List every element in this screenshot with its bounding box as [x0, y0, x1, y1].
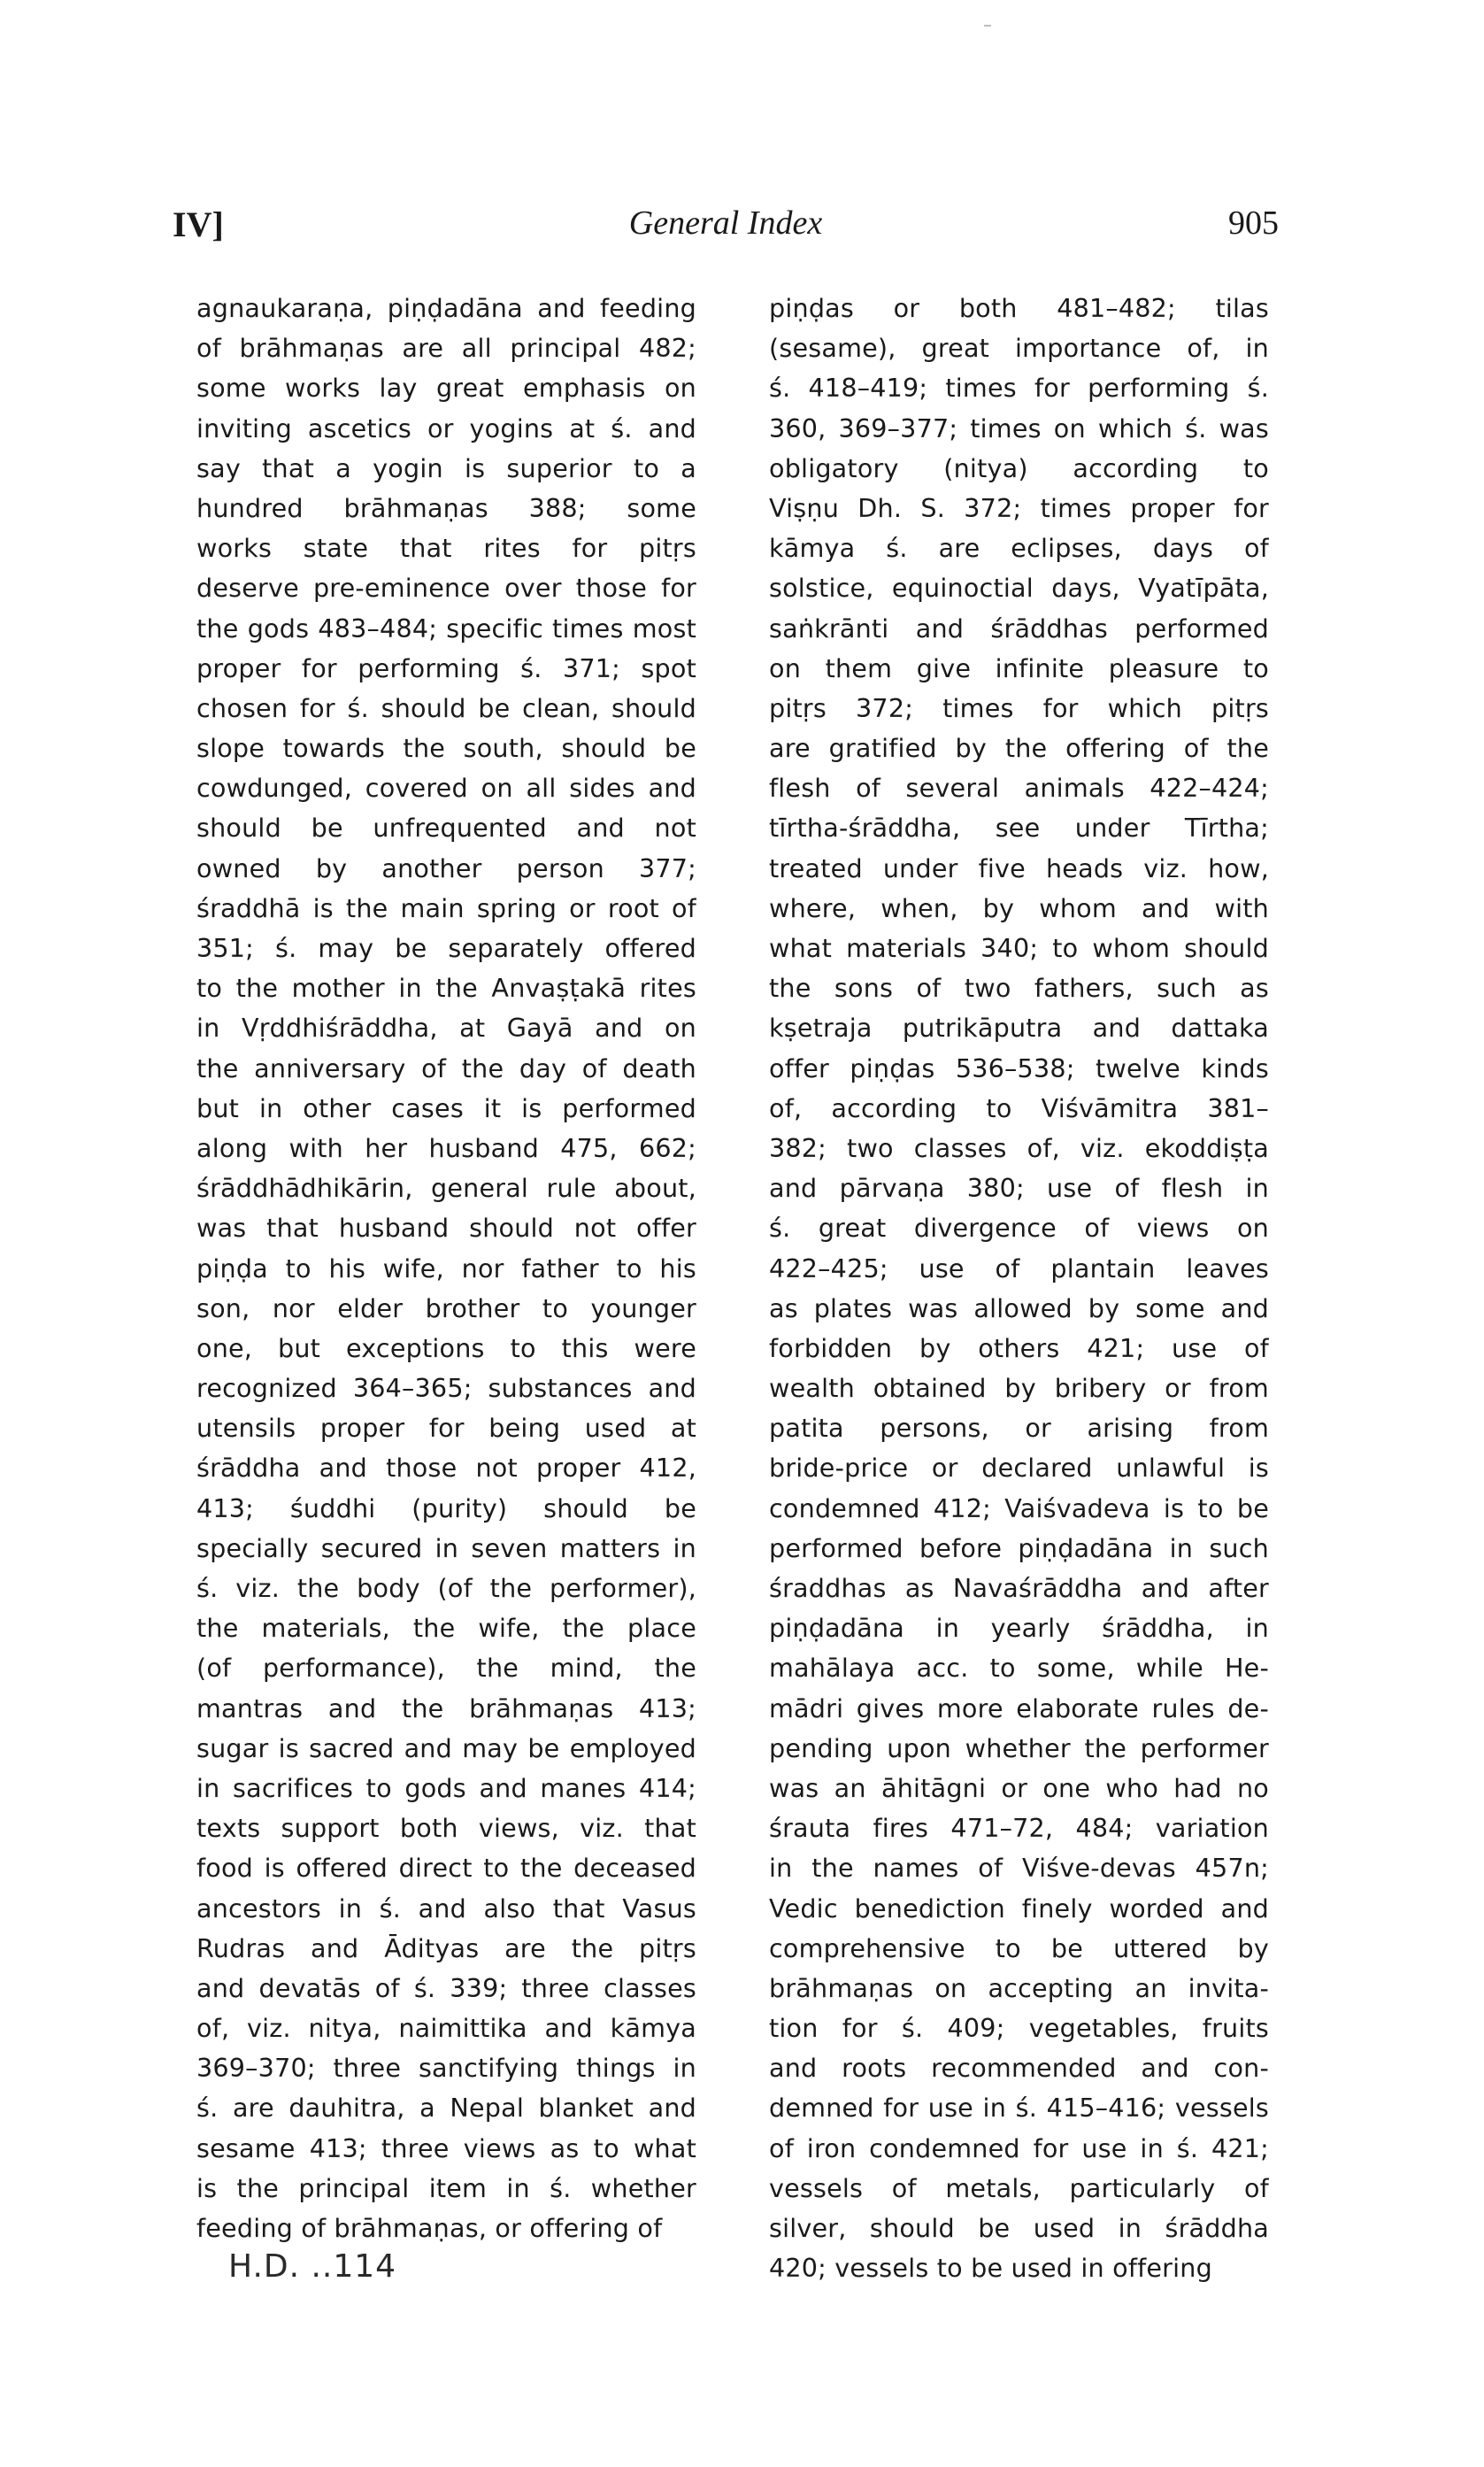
right-column-line: 382; two classes of, viz. ekoddiṣṭa — [769, 1132, 1269, 1163]
left-column-line: proper for performing ś. 371; spot — [196, 652, 696, 683]
left-column-line: agnaukaraṇa, piṇḍadāna and feeding — [196, 293, 696, 323]
right-column-line: comprehensive to be uttered by — [769, 1932, 1269, 1963]
right-column-line: kāmya ś. are eclipses, days of — [769, 533, 1269, 564]
right-column-line: are gratified by the offering of the — [769, 733, 1269, 764]
left-column-line: mantras and the brāhmaṇas 413; — [196, 1692, 696, 1723]
right-column-line: (sesame), great importance of, in — [769, 333, 1269, 364]
right-column-line: what materials 340; to whom should — [769, 933, 1269, 963]
left-column-line: to the mother in the Anvaṣṭakā rites — [196, 973, 696, 1004]
left-column-line: specially secured in seven matters in — [196, 1532, 696, 1563]
signature-mark: H.D. ..114 — [228, 2248, 397, 2285]
right-column-line: pitṛs 372; times for which pitṛs — [769, 692, 1269, 723]
left-column-line: deserve pre-eminence over those for — [196, 573, 696, 604]
scan-speck — [984, 25, 991, 27]
right-column-line: śraddhas as Navaśrāddha and after — [769, 1573, 1269, 1603]
right-column-line: Viṣṇu Dh. S. 372; times proper for — [769, 492, 1269, 523]
right-column-line: tion for ś. 409; vegetables, fruits — [769, 2013, 1269, 2044]
right-column-line: the sons of two fathers, such as — [769, 973, 1269, 1004]
left-column-line: but in other cases it is performed — [196, 1092, 696, 1123]
right-column-line: flesh of several animals 422–424; — [769, 773, 1269, 804]
right-column-line: patita persons, or arising from — [769, 1413, 1269, 1444]
left-column-line: inviting ascetics or yogins at ś. and — [196, 412, 696, 443]
right-column-line: vessels of metals, particularly of — [769, 2172, 1269, 2203]
right-column-line: forbidden by others 421; use of — [769, 1332, 1269, 1363]
section-marker: IV] — [173, 204, 224, 244]
left-column-line: the gods 483–484; specific times most — [196, 613, 696, 644]
right-column-line: brāhmaṇas on accepting an invita- — [769, 1972, 1269, 2003]
right-column-line: and roots recommended and con- — [769, 2053, 1269, 2084]
left-column-line: one, but exceptions to this were — [196, 1332, 696, 1363]
right-column-line: 420; vessels to be used in offering — [769, 2253, 1212, 2284]
right-column-line: obligatory (nitya) according to — [769, 452, 1269, 483]
page-title: General Index — [628, 204, 823, 242]
left-column-line: owned by another person 377; — [196, 852, 696, 883]
right-column-line: wealth obtained by bribery or from — [769, 1373, 1269, 1404]
right-column-line: solstice, equinoctial days, Vyatīpāta, — [769, 573, 1269, 604]
left-column-line: some works lay great emphasis on — [196, 373, 696, 404]
left-column-line: of brāhmaṇas are all principal 482; — [196, 333, 696, 364]
left-column-line: piṇḍa to his wife, nor father to his — [196, 1253, 696, 1284]
right-column-line: treated under five heads viz. how, — [769, 852, 1269, 883]
left-column-line: śrāddhādhikārin, general rule about, — [196, 1173, 696, 1204]
right-column-line: kṣetraja putrikāputra and dattaka — [769, 1013, 1269, 1044]
left-column-line: slope towards the south, should be — [196, 733, 696, 764]
right-column-line: where, when, by whom and with — [769, 892, 1269, 923]
right-column-line: in the names of Viśve-devas 457n; — [769, 1853, 1269, 1884]
left-column-line: was that husband should not offer — [196, 1213, 696, 1244]
left-column-line: ś. are dauhitra, a Nepal blanket and — [196, 2093, 696, 2124]
right-column-line: demned for use in ś. 415–416; vessels — [769, 2093, 1269, 2124]
left-column-line: in Vṛddhiśrāddha, at Gayā and on — [196, 1013, 696, 1044]
right-column-line: pending upon whether the performer — [769, 1732, 1269, 1763]
left-column-line: (of performance), the mind, the — [196, 1653, 696, 1684]
right-column-line: tīrtha-śrāddha, see under Tīrtha; — [769, 813, 1269, 844]
left-column-line: cowdunged, covered on all sides and — [196, 773, 696, 804]
right-column-line: ś. great divergence of views on — [769, 1213, 1269, 1244]
left-column-line: of, viz. nitya, naimittika and kāmya — [196, 2013, 696, 2044]
left-column-line: food is offered direct to the deceased — [196, 1853, 696, 1884]
right-column-line: of, according to Viśvāmitra 381– — [769, 1092, 1269, 1123]
left-column-line: 413; śuddhi (purity) should be — [196, 1492, 696, 1523]
right-column-line: 360, 369–377; times on which ś. was — [769, 412, 1269, 443]
right-column-line: 422–425; use of plantain leaves — [769, 1253, 1269, 1284]
right-column-line: was an āhitāgni or one who had no — [769, 1772, 1269, 1803]
left-column-line: recognized 364–365; substances and — [196, 1373, 696, 1404]
right-column — [769, 289, 1269, 2288]
right-column-line: of iron condemned for use in ś. 421; — [769, 2132, 1269, 2163]
left-column-line: Rudras and Ādityas are the pitṛs — [196, 1932, 696, 1963]
left-column-line: śrāddha and those not proper 412, — [196, 1453, 696, 1484]
right-column-line: ś. 418–419; times for performing ś. — [769, 373, 1269, 404]
left-column-line: ancestors in ś. and also that Vasus — [196, 1893, 696, 1923]
right-column-line: as plates was allowed by some and — [769, 1292, 1269, 1323]
right-column-line: piṇḍadāna in yearly śrāddha, in — [769, 1613, 1269, 1644]
right-column-line: silver, should be used in śrāddha — [769, 2213, 1269, 2243]
left-column-line: feeding of brāhmaṇas, or offering of — [196, 2213, 663, 2243]
left-column-line: and devatās of ś. 339; three classes — [196, 1972, 696, 2003]
right-column-line: mahālaya acc. to some, while He- — [769, 1653, 1269, 1684]
left-column-line: 351; ś. may be separately offered — [196, 933, 696, 963]
left-column-line: the materials, the wife, the place — [196, 1613, 696, 1644]
right-column-line: mādri gives more elaborate rules de- — [769, 1692, 1269, 1723]
left-column-line: chosen for ś. should be clean, should — [196, 692, 696, 723]
left-column — [196, 289, 696, 2248]
left-column-line: say that a yogin is superior to a — [196, 452, 696, 483]
left-column-line: śraddhā is the main spring or root of — [196, 892, 696, 923]
running-header — [173, 197, 1279, 250]
left-column-line: sugar is sacred and may be employed — [196, 1732, 696, 1763]
left-column-line: sesame 413; three views as to what — [196, 2132, 696, 2163]
left-column-line: the anniversary of the day of death — [196, 1052, 696, 1083]
right-column-line: śrauta fires 471–72, 484; variation — [769, 1813, 1269, 1844]
right-column-line: condemned 412; Vaiśvadeva is to be — [769, 1492, 1269, 1523]
left-column-line: utensils proper for being used at — [196, 1413, 696, 1444]
page-number: 905 — [1228, 204, 1279, 242]
right-column-line: Vedic benediction finely worded and — [769, 1893, 1269, 1923]
left-column-line: hundred brāhmaṇas 388; some — [196, 492, 696, 523]
right-column-line: saṅkrānti and śrāddhas performed — [769, 613, 1269, 644]
right-column-line: and pārvaṇa 380; use of flesh in — [769, 1173, 1269, 1204]
left-column-line: in sacrifices to gods and manes 414; — [196, 1772, 696, 1803]
left-column-line: should be unfrequented and not — [196, 813, 696, 844]
left-column-line: works state that rites for pitṛs — [196, 533, 696, 564]
right-column-line: piṇḍas or both 481–482; tilas — [769, 293, 1269, 323]
right-column-line: bride-price or declared unlawful is — [769, 1453, 1269, 1484]
left-column-line: son, nor elder brother to younger — [196, 1292, 696, 1323]
right-column-line: offer piṇḍas 536–538; twelve kinds — [769, 1052, 1269, 1083]
left-column-line: texts support both views, viz. that — [196, 1813, 696, 1844]
right-column-line: on them give infinite pleasure to — [769, 652, 1269, 683]
left-column-line: 369–370; three sanctifying things in — [196, 2053, 696, 2084]
right-column-line: performed before piṇḍadāna in such — [769, 1532, 1269, 1563]
left-column-line: is the principal item in ś. whether — [196, 2172, 696, 2203]
left-column-line: ś. viz. the body (of the performer), — [196, 1573, 696, 1603]
left-column-line: along with her husband 475, 662; — [196, 1132, 696, 1163]
